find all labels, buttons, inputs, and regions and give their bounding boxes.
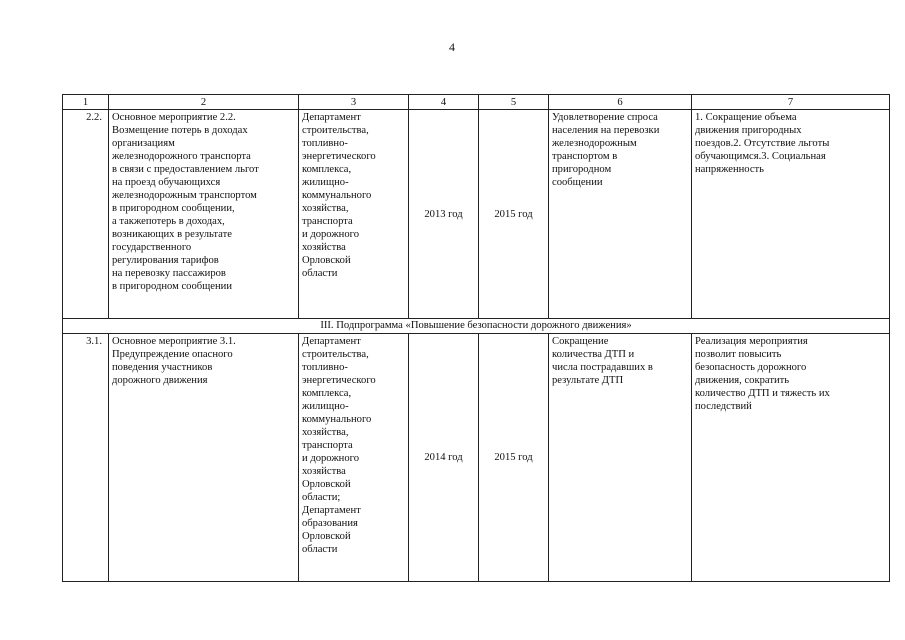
table-row-2-2 [63, 110, 890, 319]
header-cell-7: 7 [692, 95, 890, 110]
section-row [63, 319, 890, 334]
executor: Департамент строительства, топливно- энергетического комплекса, жилищно- коммунального хозяйства, транспорта и дорожного хозяйства Орловской области; Департамент образования Орловской области [299, 334, 409, 582]
consequences: Реализация мероприятия позволит повысить безопасность дорожного движения, сократить количество ДТП и тяжесть их последствий [692, 334, 890, 582]
expected-result: Удовлетворение спроса населения на перевозки железнодорожным транспортом в пригородном сообщении [549, 110, 692, 319]
executor: Департамент строительства, топливно- энергетического комплекса, жилищно- коммунального хозяйства, транспорта и дорожного хозяйства Орловской области [299, 110, 409, 319]
table-row-3-1 [63, 334, 890, 582]
consequences: 1. Сокращение объема движения пригородных поездов.2. Отсутствие льготы обучающимся.3. Социальная напряженность [692, 110, 890, 319]
end-year: 2015 год [479, 110, 549, 319]
measure-description: Основное мероприятие 2.2. Возмещение потерь в доходах организациям железнодорожного транспорта в связи с предоставлением льгот на проезд обучающихся железнодорожным транспортом в пригородном сообщении, а такжепотерь в доходах, возникающих в результате государственного регулирования тарифов на перевозку пассажиров в пригородном сообщении [109, 110, 299, 319]
measure-description: Основное мероприятие 3.1. Предупреждение опасного поведения участников дорожного движения [109, 334, 299, 582]
expected-result: Сокращение количества ДТП и числа пострадавших в результате ДТП [549, 334, 692, 582]
end-year: 2015 год [479, 334, 549, 582]
header-cell-3: 3 [299, 95, 409, 110]
measures-table [62, 94, 890, 582]
start-year: 2014 год [409, 334, 479, 582]
page-number: 4 [449, 40, 455, 54]
header-cell-6: 6 [549, 95, 692, 110]
header-cell-4: 4 [409, 95, 479, 110]
section-title: III. Подпрограмма «Повышение безопасности дорожного движения» [63, 319, 890, 334]
header-cell-2: 2 [109, 95, 299, 110]
row-number: 3.1. [63, 334, 109, 582]
row-number: 2.2. [63, 110, 109, 319]
table-header-row [63, 95, 890, 110]
start-year: 2013 год [409, 110, 479, 319]
header-cell-5: 5 [479, 95, 549, 110]
header-cell-1: 1 [63, 95, 109, 110]
